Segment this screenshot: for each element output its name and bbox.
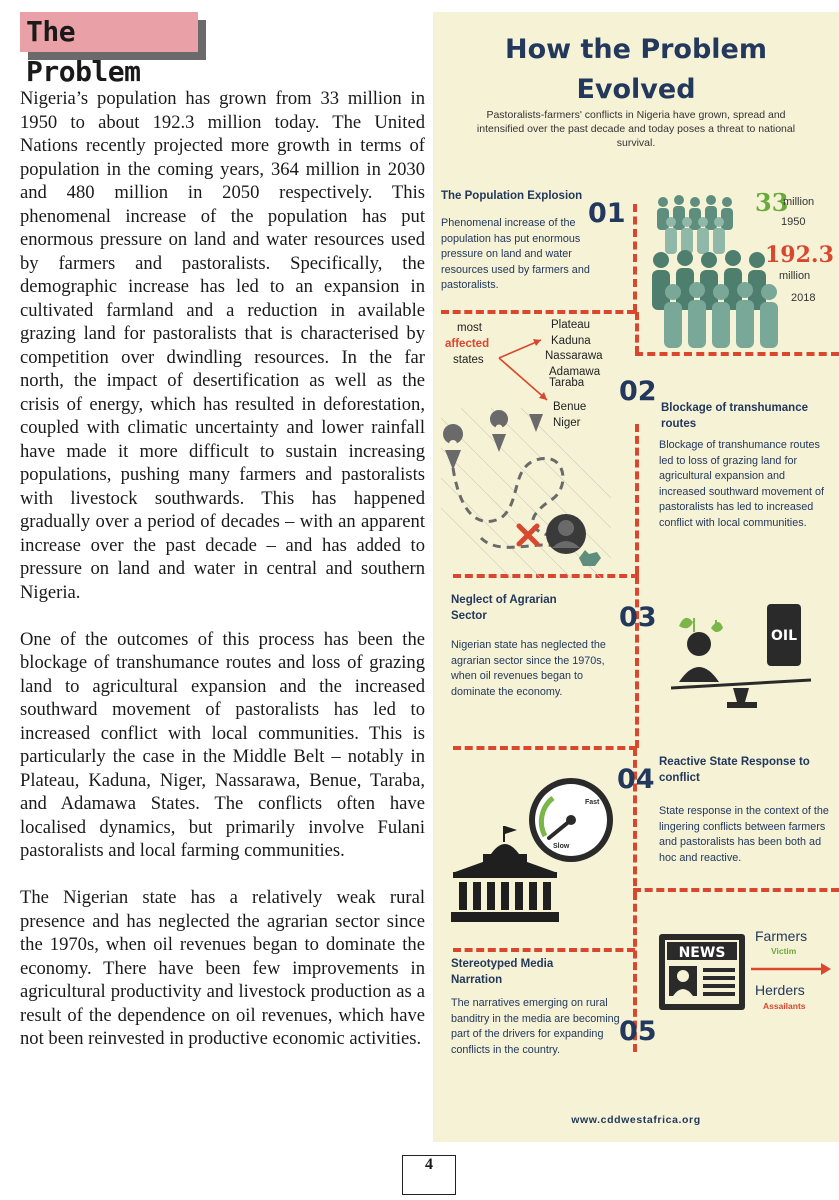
newspaper-icon (657, 932, 747, 1012)
s5-text: The narratives emerging on rural banditry in the media are becoming part of the drivers for expanding conflicts in the country. (451, 997, 620, 1056)
states-label-most: most (457, 322, 482, 334)
state-item: Niger (553, 416, 581, 429)
s2-heading (661, 400, 837, 432)
paragraph-1: Nigeria’s population has grown from 33 million in 1950 to about 192.3 million today. The United Nations recently projected more growth in terms of population in the coming years, 364 million in 2030 and 480 million in 2050 respectively. This phenomenal increase of the population has put enormous pressure on land and water resources used by farmers and pastoralists. Specifically, the demographic increase has led to an expansion in cultivated farmland and a reduction in available grazing land for pastoralists that is characterised by competition over dwindling resources. In the far north, the impact of desertification as well as the crisis of energy, which has resulted in deforestation, coupled with climatic uncertainty and lower rainfall have made it more difficult to sustain increasing populations, pushing many farmers and pastoralists with livestock southwards. This has happened gradually over a period of decades – with an apparent increase over the past decade – and has added to pressure on land and water in central and southern Nigeria. (20, 88, 425, 603)
victim-label: Victim (771, 946, 797, 956)
infographic-title-line1: How the Problem (504, 34, 767, 65)
s4-heading (659, 754, 837, 786)
connector-line (635, 424, 639, 574)
s5-number: 05 (619, 1016, 657, 1047)
pop-2018-unit: million (779, 270, 811, 282)
s4-heading-line2: conflict (659, 772, 700, 784)
pop-1950-unit: million (783, 196, 815, 208)
assailants-label: Assailants (763, 1001, 806, 1011)
state-item: Plateau (551, 319, 591, 331)
infographic-title-line2: Evolved (576, 74, 696, 105)
state-item: Adamawa (549, 365, 601, 378)
s2-text: Blockage of transhumance routes led to loss of grazing land for agricultural expansion and increased southward movement of pastoralists has led to increased conflict with local communities. (659, 439, 825, 529)
s3-heading-line1: Neglect of Agrarian (451, 594, 557, 606)
s4-text: State response in the context of the lingering conflicts between farmers and pastoralists has been both ad hoc and reactive. (659, 805, 829, 864)
connector-line (633, 204, 637, 312)
news-label: NEWS (678, 945, 726, 961)
s3-text: Nigerian state has neglected the agrarian sector since the 1970s, when oil revenues began to dominate the economy. (451, 639, 606, 698)
infographic (433, 12, 839, 1142)
infographic-subtitle: Pastoralists-farmers' conflicts in Nigeria have grown, spread and intensified over the past decade and today poses a threat to national survival. (476, 109, 796, 149)
s5-heading (451, 956, 611, 988)
pop-2018-value: 192.3 (765, 242, 834, 268)
infographic-title (433, 30, 839, 110)
s3-number: 03 (619, 602, 657, 633)
government-building-icon (451, 824, 559, 924)
s2-number: 02 (619, 376, 657, 407)
source-url: www.cddwestafrica.org (571, 1114, 701, 1126)
pop-1950-value: 33 (755, 188, 789, 217)
farmer-oil-scale-icon (671, 598, 829, 714)
s3-heading (451, 592, 591, 624)
arrow-icon (751, 962, 831, 976)
oil-barrel-label: OIL (770, 628, 798, 644)
state-item: Nassarawa (545, 350, 603, 363)
pop-2018-year: 2018 (791, 292, 816, 304)
connector-line (635, 312, 639, 354)
states-label-states: states (453, 354, 484, 366)
s2-heading-line1: Blockage of transhumance (661, 402, 808, 414)
s1-number: 01 (588, 198, 626, 229)
connector-line (441, 310, 635, 314)
farmers-label: Farmers (755, 928, 808, 944)
s1-text: Phenomenal increase of the population has put enormous pressure on land and water resources used by farmers and pastoralists. (441, 217, 590, 291)
connector-line (453, 746, 637, 750)
s5-heading-line2: Narration (451, 974, 503, 986)
body-text (20, 87, 425, 1074)
state-item: Benue (553, 401, 587, 413)
state-item: Kaduna (551, 334, 591, 347)
section-heading-box (20, 12, 198, 88)
page-number-box (402, 1155, 456, 1195)
page-number: 4 (425, 1156, 433, 1173)
states-label-affected: affected (445, 338, 490, 350)
connector-line (453, 948, 635, 952)
pop-1950-year: 1950 (781, 216, 806, 228)
gauge-fast-label: Fast (585, 799, 600, 806)
paragraph-2: One of the outcomes of this process has been the blockage of transhumance routes and loss of grazing land to agricultural expansion and the increased southward movement of pastoralists has led to increased conflict with local communities. This is particularly the case in the Middle Belt – notably in Plateau, Kaduna, Niger, Nassarawa, Benue, Taraba, and Adamawa States. The conflicts often have localised dynamics, but primarily involve Fulani pastoralists and local farming communities. (20, 628, 425, 861)
gauge-slow-label: Slow (553, 843, 570, 850)
s4-number: 04 (617, 764, 655, 795)
s3-heading-line2: Sector (451, 610, 487, 622)
s4-heading-line1: Reactive State Response to (659, 756, 810, 768)
s5-heading-line1: Stereotyped Media (451, 958, 554, 970)
connector-line (633, 888, 839, 892)
paragraph-3: The Nigerian state has a relatively weak rural presence and has neglected the agrarian sector since the 1970s, when oil revenues began to dominate the economy. There have been few improvements in agricultural productivity and livestock production as a result of the dependence on oil revenues, which have not been reinvested in productive economic activities. (20, 887, 425, 1049)
state-item: Taraba (549, 377, 585, 390)
route-map-icon (441, 408, 611, 578)
herders-label: Herders (755, 982, 805, 998)
section-heading: The Problem (26, 15, 141, 88)
s2-heading-line2: routes (661, 418, 697, 430)
states-list-a (545, 318, 603, 392)
s1-heading: The Population Explosion (441, 190, 583, 202)
